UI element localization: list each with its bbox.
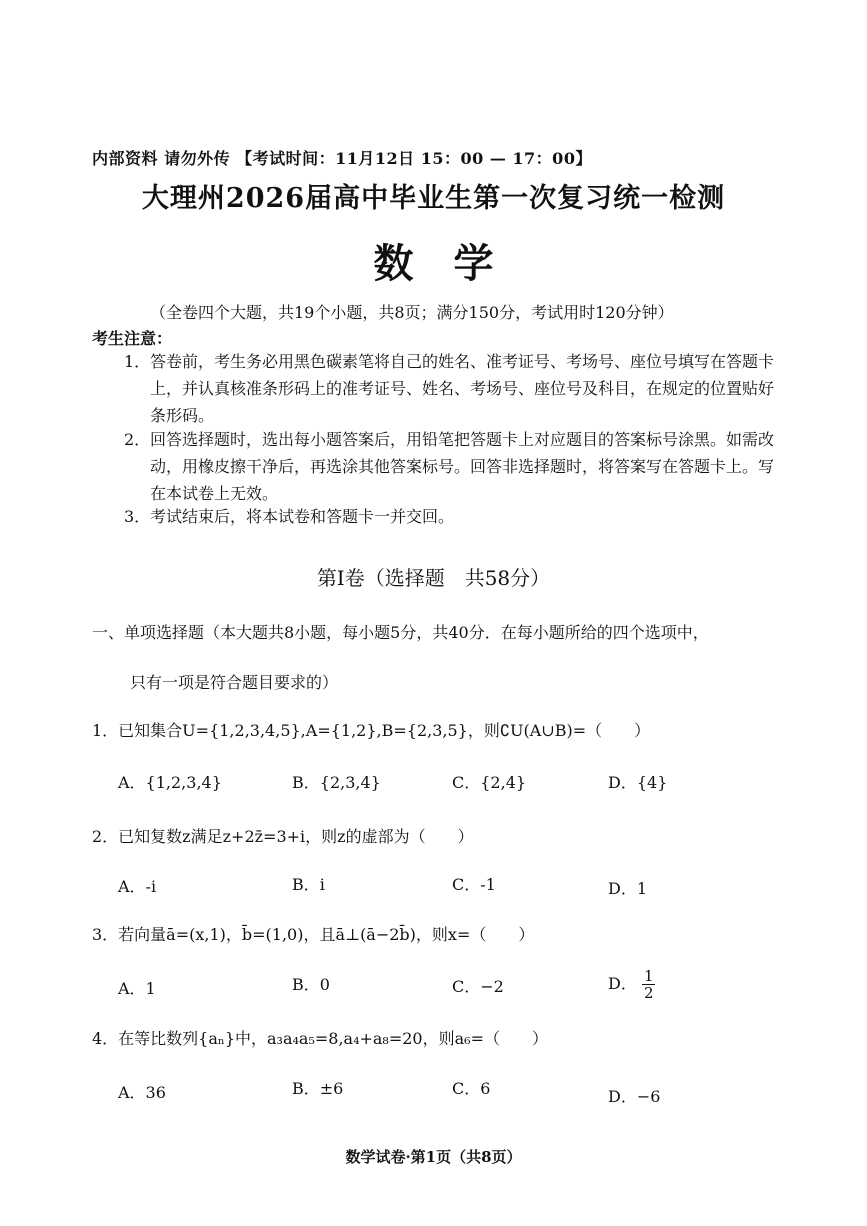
option-a: A．{1,2,3,4} xyxy=(118,773,222,792)
option-b: B．±6 xyxy=(292,1079,344,1098)
option-b: B．{2,3,4} xyxy=(292,773,381,792)
question-stem: 3．若向量ā=(x,1)，b̄=(1,0)，且ā⊥(ā−2b̄)，则x=（ ） xyxy=(92,925,535,944)
option-c: C．-1 xyxy=(452,875,496,894)
notice-text: 答卷前，考生务必用黑色碳素笔将自己的姓名、准考证号、考场号、座位号填写在答题卡上，并认真核准条形码上的准考证号、姓名、考场号、座位号及科目，在规定的位置贴好条形码。 xyxy=(150,352,775,425)
option-d-label: D． xyxy=(608,974,637,993)
option-a: A．1 xyxy=(118,979,156,998)
option-b: B．0 xyxy=(292,975,330,994)
notice-item xyxy=(124,348,784,429)
option-d: D．1 xyxy=(608,879,648,898)
page-footer: 数学试卷·第1页（共8页） xyxy=(345,1148,522,1166)
notice-text: 考试结束后，将本试卷和答题卡一并交回。 xyxy=(150,507,455,526)
option-c: C．6 xyxy=(452,1079,491,1098)
option-c: C．−2 xyxy=(452,977,504,996)
option-a: A．36 xyxy=(118,1083,166,1102)
header-note: 内部资料 请勿外传 【考试时间：11月12日 15：00 — 17：00】 xyxy=(92,149,592,168)
fraction-numerator: 1 xyxy=(643,967,654,985)
notice-heading: 考生注意： xyxy=(92,329,173,348)
option-a: A．-i xyxy=(118,877,157,896)
question-stem: 1．已知集合U={1,2,3,4,5},A={1,2},B={2,3,5}，则∁U(A∪B)=（ ） xyxy=(92,721,651,740)
part-heading: 一、单项选择题（本大题共8小题，每小题5分，共40分．在每小题所给的四个选项中， xyxy=(92,623,709,642)
question-stem: 4．在等比数列{aₙ}中，a₃a₄a₅=8,a₄+a₈=20，则a₆=（ ） xyxy=(92,1029,548,1048)
option-b: B．i xyxy=(292,875,325,894)
notice-item xyxy=(124,426,784,507)
question-stem: 2．已知复数z满足z+2z̄=3+i，则z的虚部为（ ） xyxy=(92,827,474,846)
exam-title: 大理州2026届高中毕业生第一次复习统一检测 xyxy=(141,183,726,214)
subject-title: 数学 xyxy=(373,240,534,287)
notice-number: 2． xyxy=(124,430,151,449)
notice-number: 1． xyxy=(124,352,151,371)
option-d: D．{4} xyxy=(608,773,668,792)
section-title: 第Ⅰ卷（选择题 共58分） xyxy=(316,566,551,590)
exam-info: （全卷四个大题，共19个小题，共8页；满分150分，考试用时120分钟） xyxy=(150,303,674,322)
part-heading-continued: 只有一项是符合题目要求的） xyxy=(130,673,339,692)
option-d: D．−6 xyxy=(608,1087,661,1106)
option-c: C．{2,4} xyxy=(452,773,527,792)
notice-number: 3． xyxy=(124,507,151,526)
fraction xyxy=(642,968,656,1001)
notice-item xyxy=(124,503,784,530)
fraction-denominator: 2 xyxy=(643,984,654,1002)
option-d xyxy=(608,968,655,1001)
notice-text: 回答选择题时，选出每小题答案后，用铅笔把答题卡上对应题目的答案标号涂黑。如需改动，用橡皮擦干净后，再选涂其他答案标号。回答非选择题时，将答案写在答题卡上。写在本试卷上无效。 xyxy=(150,430,775,503)
